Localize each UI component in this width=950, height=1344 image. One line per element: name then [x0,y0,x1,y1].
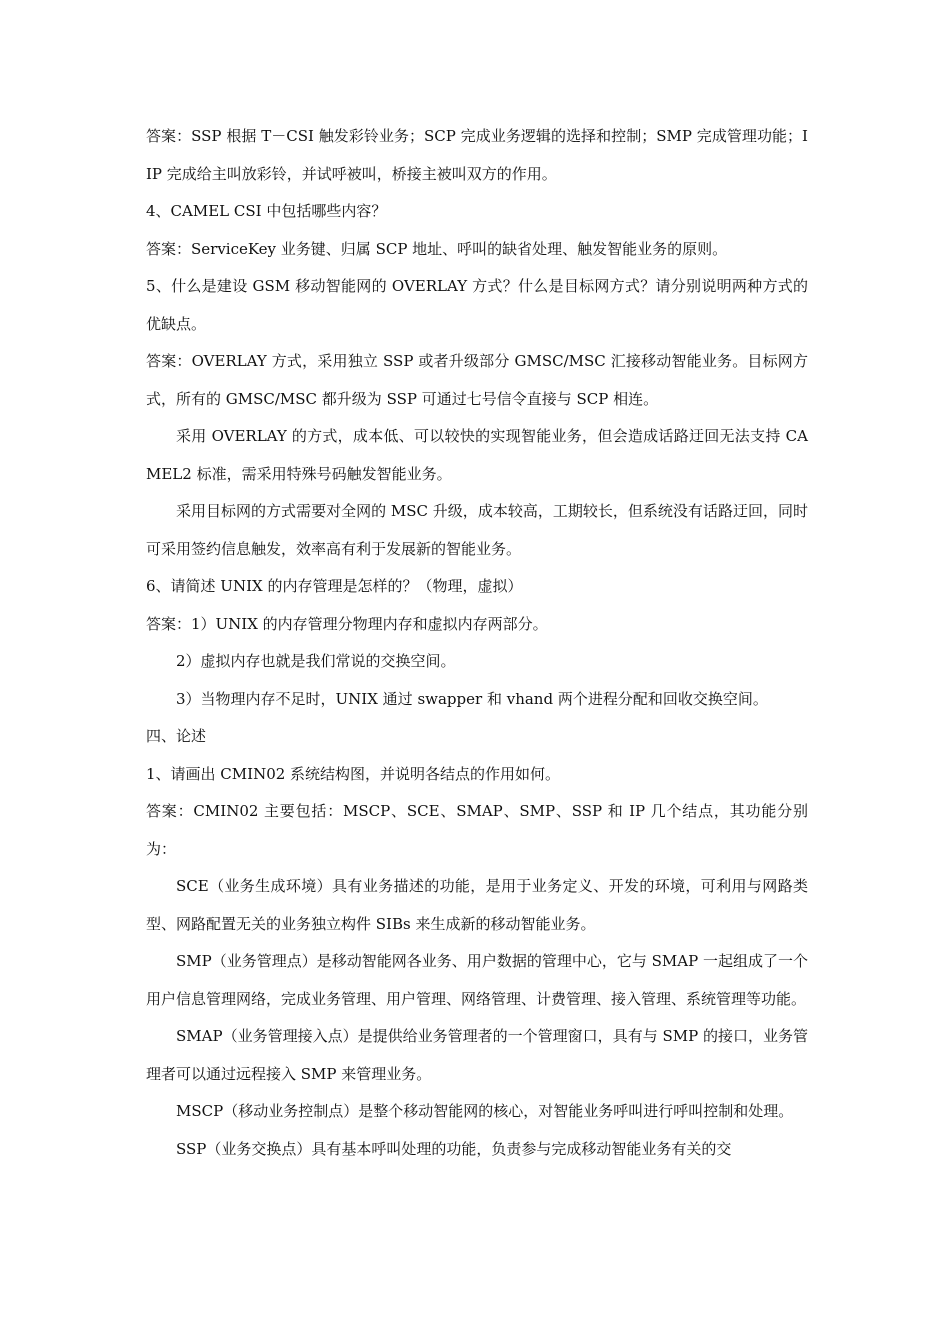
body-paragraph: 采用 OVERLAY 的方式，成本低、可以较快的实现智能业务，但会造成话路迂回无法支持 CAMEL2 标准，需采用特殊号码触发智能业务。 [146,427,808,483]
answer-subitem: 3）当物理内存不足时，UNIX 通过 swapper 和 vhand 两个进程分配和回收交换空间。 [176,689,768,708]
question-1: 1、请画出 CMIN02 系统结构图，并说明各结点的作用如何。 [146,764,561,783]
body-paragraph: MSCP（移动业务控制点）是整个移动智能网的核心，对智能业务呼叫进行呼叫控制和处理。 [176,1102,794,1120]
body-paragraph: SSP（业务交换点）具有基本呼叫处理的功能，负责参与完成移动智能业务有关的交 [176,1139,732,1158]
question-4: 4、CAMEL CSI 中包括哪些内容？ [146,202,387,220]
answer-paragraph: 答案：SSP 根据 T－CSI 触发彩铃业务；SCP 完成业务逻辑的选择和控制；SMP 完成管理功能；IIP 完成给主叫放彩铃，并试呼被叫，桥接主被叫双方的作用。 [146,127,808,183]
body-paragraph: SMAP（业务管理接入点）是提供给业务管理者的一个管理窗口，具有与 SMP 的接口，业务管理者可以通过远程接入 SMP 来管理业务。 [146,1027,808,1083]
document-page [146,118,808,1168]
answer-subitem: 2）虚拟内存也就是我们常说的交换空间。 [176,652,456,670]
answer-paragraph: 答案：1）UNIX 的内存管理分物理内存和虚拟内存两部分。 [146,614,548,633]
answer-paragraph: 答案：ServiceKey 业务键、归属 SCP 地址、呼叫的缺省处理、触发智能业务的原则。 [146,239,728,258]
body-paragraph: SCE（业务生成环境）具有业务描述的功能，是用于业务定义、开发的环境，可利用与网路类型、网路配置无关的业务独立构件 SIBs 来生成新的移动智能业务。 [146,877,808,933]
question-5: 5、什么是建设 GSM 移动智能网的 OVERLAY 方式？什么是目标网方式？请分别说明两种方式的优缺点。 [146,277,808,333]
section-heading: 四、论述 [146,727,207,745]
body-paragraph: 采用目标网的方式需要对全网的 MSC 升级，成本较高，工期较长，但系统没有话路迂回，同时可采用签约信息触发，效率高有利于发展新的智能业务。 [146,502,808,558]
question-6: 6、请简述 UNIX 的内存管理是怎样的？（物理，虚拟） [146,577,523,595]
answer-paragraph: 答案：CMIN02 主要包括：MSCP、SCE、SMAP、SMP、SSP 和 IP 几个结点，其功能分别为： [146,802,808,858]
body-paragraph: SMP（业务管理点）是移动智能网各业务、用户数据的管理中心，它与 SMAP 一起组成了一个用户信息管理网络，完成业务管理、用户管理、网络管理、计费管理、接入管理、系统管理等功能。 [146,952,808,1008]
answer-paragraph: 答案：OVERLAY 方式，采用独立 SSP 或者升级部分 GMSC/MSC 汇接移动智能业务。目标网方式，所有的 GMSC/MSC 都升级为 SSP 可通过七号信令直接与 SCP 相连。 [146,352,808,408]
